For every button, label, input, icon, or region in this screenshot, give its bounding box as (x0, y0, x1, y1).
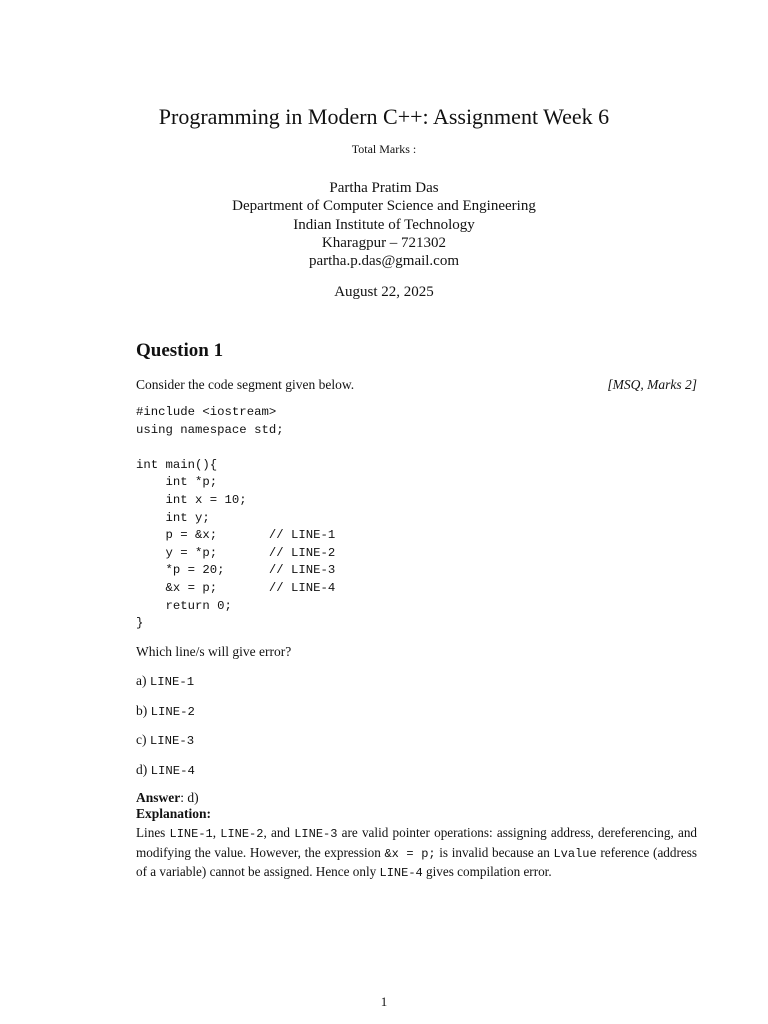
author-institute: Indian Institute of Technology (293, 216, 475, 233)
code-line: y = *p; // LINE-2 (136, 545, 336, 560)
option-letter: a) (136, 673, 147, 688)
explanation-fragment: is invalid because an (435, 844, 554, 860)
code-line: &x = p; // LINE-4 (136, 580, 336, 595)
option-letter: b) (136, 702, 148, 718)
question-intro: Consider the code segment given below. (136, 377, 355, 392)
total-marks: Total Marks : (351, 142, 417, 156)
code-line: *p = 20; // LINE-3 (136, 563, 336, 578)
explanation-code: LINE-4 (379, 866, 423, 881)
explanation-code: Lvalue (553, 846, 597, 861)
author-department: Department of Computer Science and Engineering (232, 198, 536, 215)
option-d (136, 762, 195, 792)
code-line (136, 439, 335, 457)
question-heading: Question 1 (136, 340, 224, 361)
code-line: int main(){ (136, 457, 218, 472)
question-intro-row (136, 377, 697, 393)
code-line: int x = 10; (136, 492, 247, 507)
explanation-text (136, 824, 697, 883)
option-b (136, 703, 195, 733)
answer-label: Answer (136, 790, 181, 805)
option-letter: d) (136, 761, 148, 777)
option-text: LINE-1 (149, 675, 195, 689)
explanation-fragment: , (212, 825, 221, 840)
explanation-fragment: are valid pointer operations: assigning address, dereferencing, and modifying the value. However, the expression (136, 825, 698, 860)
code-line: p = &x; // LINE-1 (136, 528, 336, 543)
explanation-title: Explanation: (136, 806, 212, 821)
code-line: } (136, 616, 144, 631)
question-prompt: Which line/s will give error? (136, 644, 292, 659)
option-a (136, 673, 195, 703)
answer-options (136, 673, 195, 791)
explanation-fragment: , and (263, 825, 295, 840)
code-block (136, 404, 335, 633)
code-line: return 0; (136, 598, 232, 613)
option-letter: c) (136, 732, 147, 748)
explanation-code: LINE-3 (294, 827, 338, 841)
explanation-fragment: gives compilation error. (422, 864, 552, 880)
explanation-code: LINE-1 (169, 827, 213, 841)
explanation-code: LINE-2 (220, 827, 264, 841)
code-line: using namespace std; (136, 422, 284, 437)
answer-value: : d) (180, 790, 199, 805)
document-date: August 22, 2025 (334, 284, 434, 300)
explanation-fragment: Lines (136, 825, 170, 840)
author-block (0, 179, 768, 270)
option-text: LINE-2 (150, 704, 195, 719)
explanation-fragment: reference (address of a variable) cannot be assigned. Hence only (136, 844, 697, 880)
answer-line (136, 789, 199, 806)
author-name: Partha Pratim Das (329, 180, 439, 196)
author-email: partha.p.das@gmail.com (308, 253, 460, 270)
question-type-marks: [MSQ, Marks 2] (607, 377, 697, 392)
option-text: LINE-3 (149, 734, 195, 749)
code-line: int *p; (136, 475, 218, 490)
code-line: #include <iostream> (136, 405, 277, 419)
option-text: LINE-4 (150, 763, 195, 778)
explanation-code: &x = p; (384, 846, 436, 861)
option-c (136, 732, 195, 762)
author-location: Kharagpur – 721302 (321, 234, 447, 251)
page-number: 1 (380, 994, 388, 1009)
document-title: Programming in Modern C++: Assignment Week 6 (158, 104, 610, 129)
code-line: int y; (136, 510, 210, 525)
